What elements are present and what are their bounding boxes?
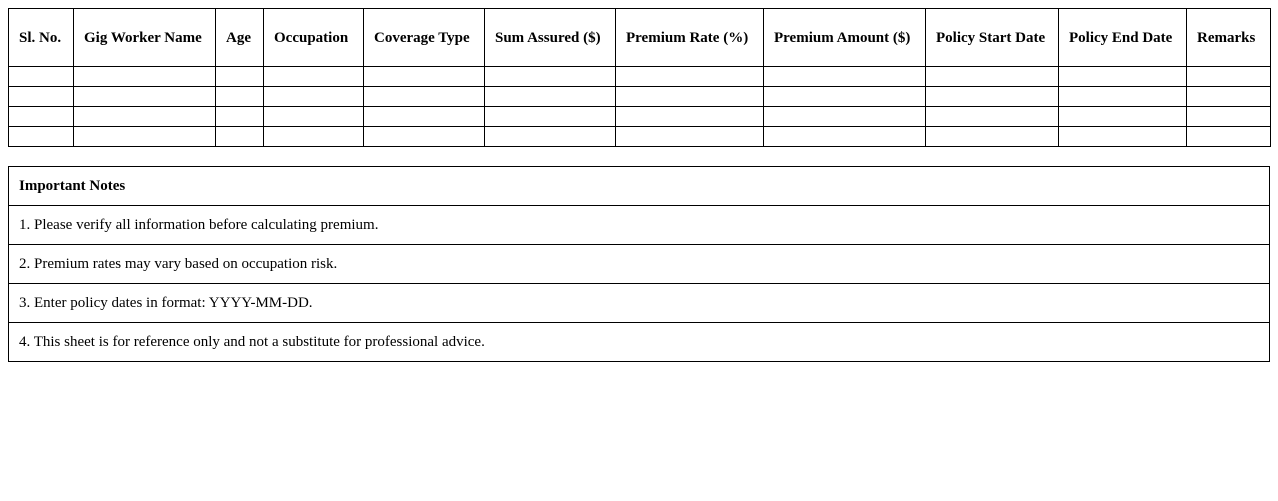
table-cell[interactable] (926, 67, 1059, 87)
table-row (9, 67, 1271, 87)
header-gig-worker-name: Gig Worker Name (74, 9, 216, 67)
table-cell[interactable] (264, 87, 364, 107)
table-cell[interactable] (216, 67, 264, 87)
table-cell[interactable] (1187, 107, 1271, 127)
table-cell[interactable] (485, 87, 616, 107)
table-cell[interactable] (616, 67, 764, 87)
header-age: Age (216, 9, 264, 67)
table-cell[interactable] (9, 107, 74, 127)
header-coverage-type: Coverage Type (364, 9, 485, 67)
table-cell[interactable] (926, 127, 1059, 147)
table-row (9, 127, 1271, 147)
table-cell[interactable] (74, 67, 216, 87)
table-cell[interactable] (485, 107, 616, 127)
table-cell[interactable] (264, 127, 364, 147)
table-cell[interactable] (1059, 107, 1187, 127)
table-row (9, 87, 1271, 107)
table-cell[interactable] (74, 107, 216, 127)
header-row (9, 9, 1271, 67)
table-cell[interactable] (1059, 87, 1187, 107)
note-item: 4. This sheet is for reference only and not a substitute for professional advice. (9, 322, 1269, 361)
table-cell[interactable] (926, 87, 1059, 107)
note-item: 1. Please verify all information before calculating premium. (9, 205, 1269, 244)
header-occupation: Occupation (264, 9, 364, 67)
table-cell[interactable] (216, 87, 264, 107)
table-cell[interactable] (764, 107, 926, 127)
header-premium-amount: Premium Amount ($) (764, 9, 926, 67)
table-cell[interactable] (264, 107, 364, 127)
table-cell[interactable] (74, 127, 216, 147)
table-cell[interactable] (485, 127, 616, 147)
note-item: 2. Premium rates may vary based on occupation risk. (9, 244, 1269, 283)
table-cell[interactable] (9, 67, 74, 87)
important-notes (8, 166, 1270, 362)
table-cell[interactable] (364, 127, 485, 147)
table-cell[interactable] (1187, 87, 1271, 107)
table-row (9, 107, 1271, 127)
table-cell[interactable] (364, 107, 485, 127)
table-cell[interactable] (9, 127, 74, 147)
notes-title: Important Notes (19, 178, 126, 194)
table-cell[interactable] (364, 87, 485, 107)
table-cell[interactable] (1059, 127, 1187, 147)
header-policy-end-date: Policy End Date (1059, 9, 1187, 67)
table-cell[interactable] (485, 67, 616, 87)
header-premium-rate: Premium Rate (%) (616, 9, 764, 67)
table-cell[interactable] (1187, 127, 1271, 147)
premium-table (8, 8, 1271, 147)
table-cell[interactable] (9, 87, 74, 107)
table-cell[interactable] (1059, 67, 1187, 87)
table-cell[interactable] (216, 107, 264, 127)
header-remarks: Remarks (1187, 9, 1271, 67)
table-cell[interactable] (764, 67, 926, 87)
table-cell[interactable] (616, 127, 764, 147)
table-cell[interactable] (264, 67, 364, 87)
header-policy-start-date: Policy Start Date (926, 9, 1059, 67)
note-item: 3. Enter policy dates in format: YYYY-MM-DD. (9, 283, 1269, 322)
premium-sheet (8, 8, 1270, 362)
table-cell[interactable] (616, 107, 764, 127)
table-cell[interactable] (926, 107, 1059, 127)
header-sl-no: Sl. No. (9, 9, 74, 67)
table-cell[interactable] (216, 127, 264, 147)
table-cell[interactable] (1187, 67, 1271, 87)
table-cell[interactable] (74, 87, 216, 107)
table-cell[interactable] (764, 87, 926, 107)
table-cell[interactable] (764, 127, 926, 147)
header-sum-assured: Sum Assured ($) (485, 9, 616, 67)
table-cell[interactable] (616, 87, 764, 107)
table-cell[interactable] (364, 67, 485, 87)
